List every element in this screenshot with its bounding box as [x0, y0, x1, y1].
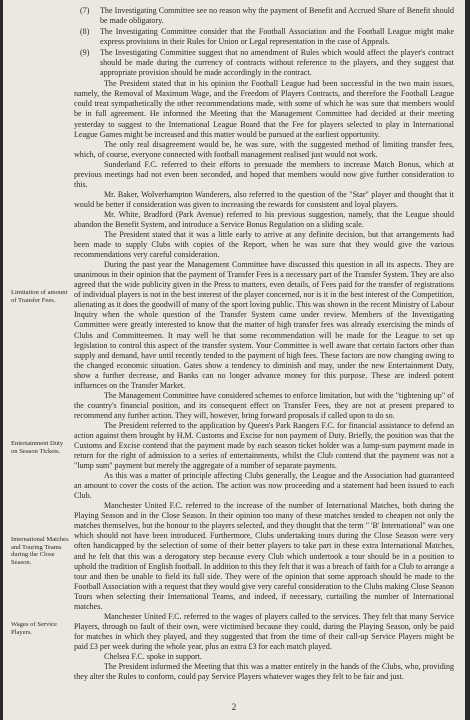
paragraph: Sunderland F.C. referred to their efforts to persuade the members to increase Match Bonus, which at previous meetings had not even been seconded, and hoped that members would now give further consideration to this.	[74, 159, 454, 189]
paragraph: Chelsea F.C. spoke in support.	[104, 652, 202, 661]
recommendation-item	[74, 27, 454, 47]
margin-note-transfer-fees: Limitation of amount of Transfer Fees.	[11, 289, 68, 304]
margin-note-entertainment-duty: Entertainment Duty on Season Tickets.	[11, 440, 64, 455]
recommendation-number: (8)	[80, 27, 90, 37]
recommendation-item	[74, 6, 454, 26]
paragraph: The only real disagreement would be, he was sure, with the suggested method of limiting transfer fees, which, of course, everyone connected with football management realised just would not work.	[74, 139, 454, 159]
paragraph: Mr. Baker, Wolverhampton Wanderers, also referred to the question of the "Star" player and thought that it would be better if consideration was given to increasing the rewards for consistent and loyal players.	[74, 189, 454, 209]
recommendation-text: The Investigating Committee suggest that no amendment of Rules which would affect the player's contract should be made during the currency of contracts without reference to the players, and they suggest that appropriate provision should be made accordingly in the contract.	[100, 48, 454, 78]
recommendation-number: (9)	[80, 48, 90, 58]
recommendation-text: The Investigating Committee see no reason why the payment of Benefit and Accrued Share of Benefit should be made obligatory.	[100, 6, 454, 26]
paragraph: The Management Committee have considered schemes to enforce limitation, but with the "tightening up" of the country's financial position, and its consequent effect on Transfer Fees, they are not at present prepared to recommend any further action. They will, however, bring forward proposals if called upon to do so.	[74, 390, 454, 420]
paragraph: Manchester United F.C. referred to the wages of players called to the services. They felt that many Service Players, through no fault of their own, were victimised because they could, during the Playing Season, only be paid for matches in which they played, and they suggested that from the time of their call-up Service Players might be paid £3 per week during the whole year, plus an extra £3 for each match played.	[74, 611, 454, 651]
paragraph: Manchester United F.C. referred to the increase of the number of International Matches, both during the Playing Season and in the Close Season. In their opinion too many of these matches tended to cheapen not only the matches themselves, but the honour to the players selected, and they thought that the term " 'B' International" was one which should not have been introduced. Furthermore, Clubs undertaking tours during the Close Season were very often handicapped by the selection of some of their better players to take part in these extra International Matches, and he felt that this was a derogatory step because every Club which undertook a tour should be in a position to uphold the tradition of English football. In addition to this they felt that it was a breach of faith for a Club to arrange a tour and then be unable to field its full side. They were of the opinion that some approach should be made to the Football Association with a request that they would give very careful consideration to the Clubs making Close Season Tours when selecting their International Teams, and indeed, if necessary, curtailing the number of International matches.	[74, 501, 454, 611]
paragraph: The President stated that in his opinion the Football League had been successful in the two main issues, namely, the Removal of Maximum Wage, and the Freedom of Players Contracts, and therefore the Football League could treat sympathetically the other recommendations made, with some of which he was sure that members would be in full agreement. He informed the Meeting that the Management Committee had decided at their meeting yesterday to suggest to the International League Board that the Fee for players selected to play in International League Games might be increased and this matter would be pursued at the earliest opportunity.	[74, 79, 454, 139]
paragraph: The President referred to the application by Queen's Park Rangers F.C. for financial assistance to defend an action against them brought by H.M. Customs and Excise for non payment of Duty. Briefly, the position was that the Customs and Excise contend that the payment made by each season ticket holder was a lump-sum payment made in return for the right of admission to a series of entertainments, whilst the Club contend that the payment was not a "lump sum" payment but merely the aggregate of a number of separate payments.	[74, 420, 454, 471]
paragraph: The President stated that it was a little early to arrive at any definite decision, but that arrangements had been made to supply Clubs with copies of the Report, when he was sure that they would give the various recommendations very careful consideration.	[74, 230, 454, 260]
page-number: 2	[231, 702, 237, 712]
margin-note-international-matches: International Matches and Touring Teams during the Close Season.	[11, 536, 69, 566]
paragraph: As this was a matter of principle affecting Clubs generally, the League and the Association had guaranteed an amount to cover the costs of the action. The action was now proceeding and a statement had been issued to each Club.	[74, 471, 454, 501]
recommendation-number: (7)	[80, 6, 90, 15]
recommendation-item	[74, 48, 454, 78]
margin-note-service-wages: Wages of Service Players.	[11, 621, 57, 636]
recommendation-text: The Investigating Committee consider that the Football Association and the Football League might make express provisions in their Rules for Union or Legal representation in the case of Appeals.	[100, 27, 454, 47]
paragraph: Mr. White, Bradford (Park Avenue) referred to his previous suggestion, namely, that the League should abandon the Benefit System, and introduce a Service Bonus Regulation on a sliding scale.	[74, 209, 454, 229]
body-text	[74, 6, 454, 682]
paragraph: During the past year the Management Committee have discussed this question in all its aspects. They are unanimous in their opinion that the payment of Transfer Fees is a necessary part of the Transfer System. They are also agreed that the wide publicity given in the Press to matters, even details, of Fees paid for the transfer of registrations of individual players is not in the best interest of the player concerned, nor is it in the best interest of the Competition, alienating as it does the goodwill of many of the sport loving public. This was shown in the recent Ministry of Labour Inquiry when the whole question of the Transfer System came under review. Members of the Investigating Committee were greatly interested to know that the matter of high transfer fees was already exercising the minds of Clubs and Committeemen. It may well be that some recommendation will be made for the League to set up legislation to control this aspect of the transfer system. Your Committee is well aware that certain factors other than supply and demand, have until recently tended to the payment of high fees. These factors are now changing owing to the changed economic situation. Gates show a tendency to diminish and may, under the new Entertainment Duty, show a further decrease, and Banks can no longer advance money for this purpose. These are indeed potent influences on the Transfer Market.	[74, 260, 454, 390]
paragraph: The President informed the Meeting that this was a matter entirely in the hands of the Clubs, who, providing they alter the Rules to conform, could pay Service Players whatever wages they felt to be fair and just.	[74, 662, 454, 682]
document-page	[3, 0, 465, 720]
